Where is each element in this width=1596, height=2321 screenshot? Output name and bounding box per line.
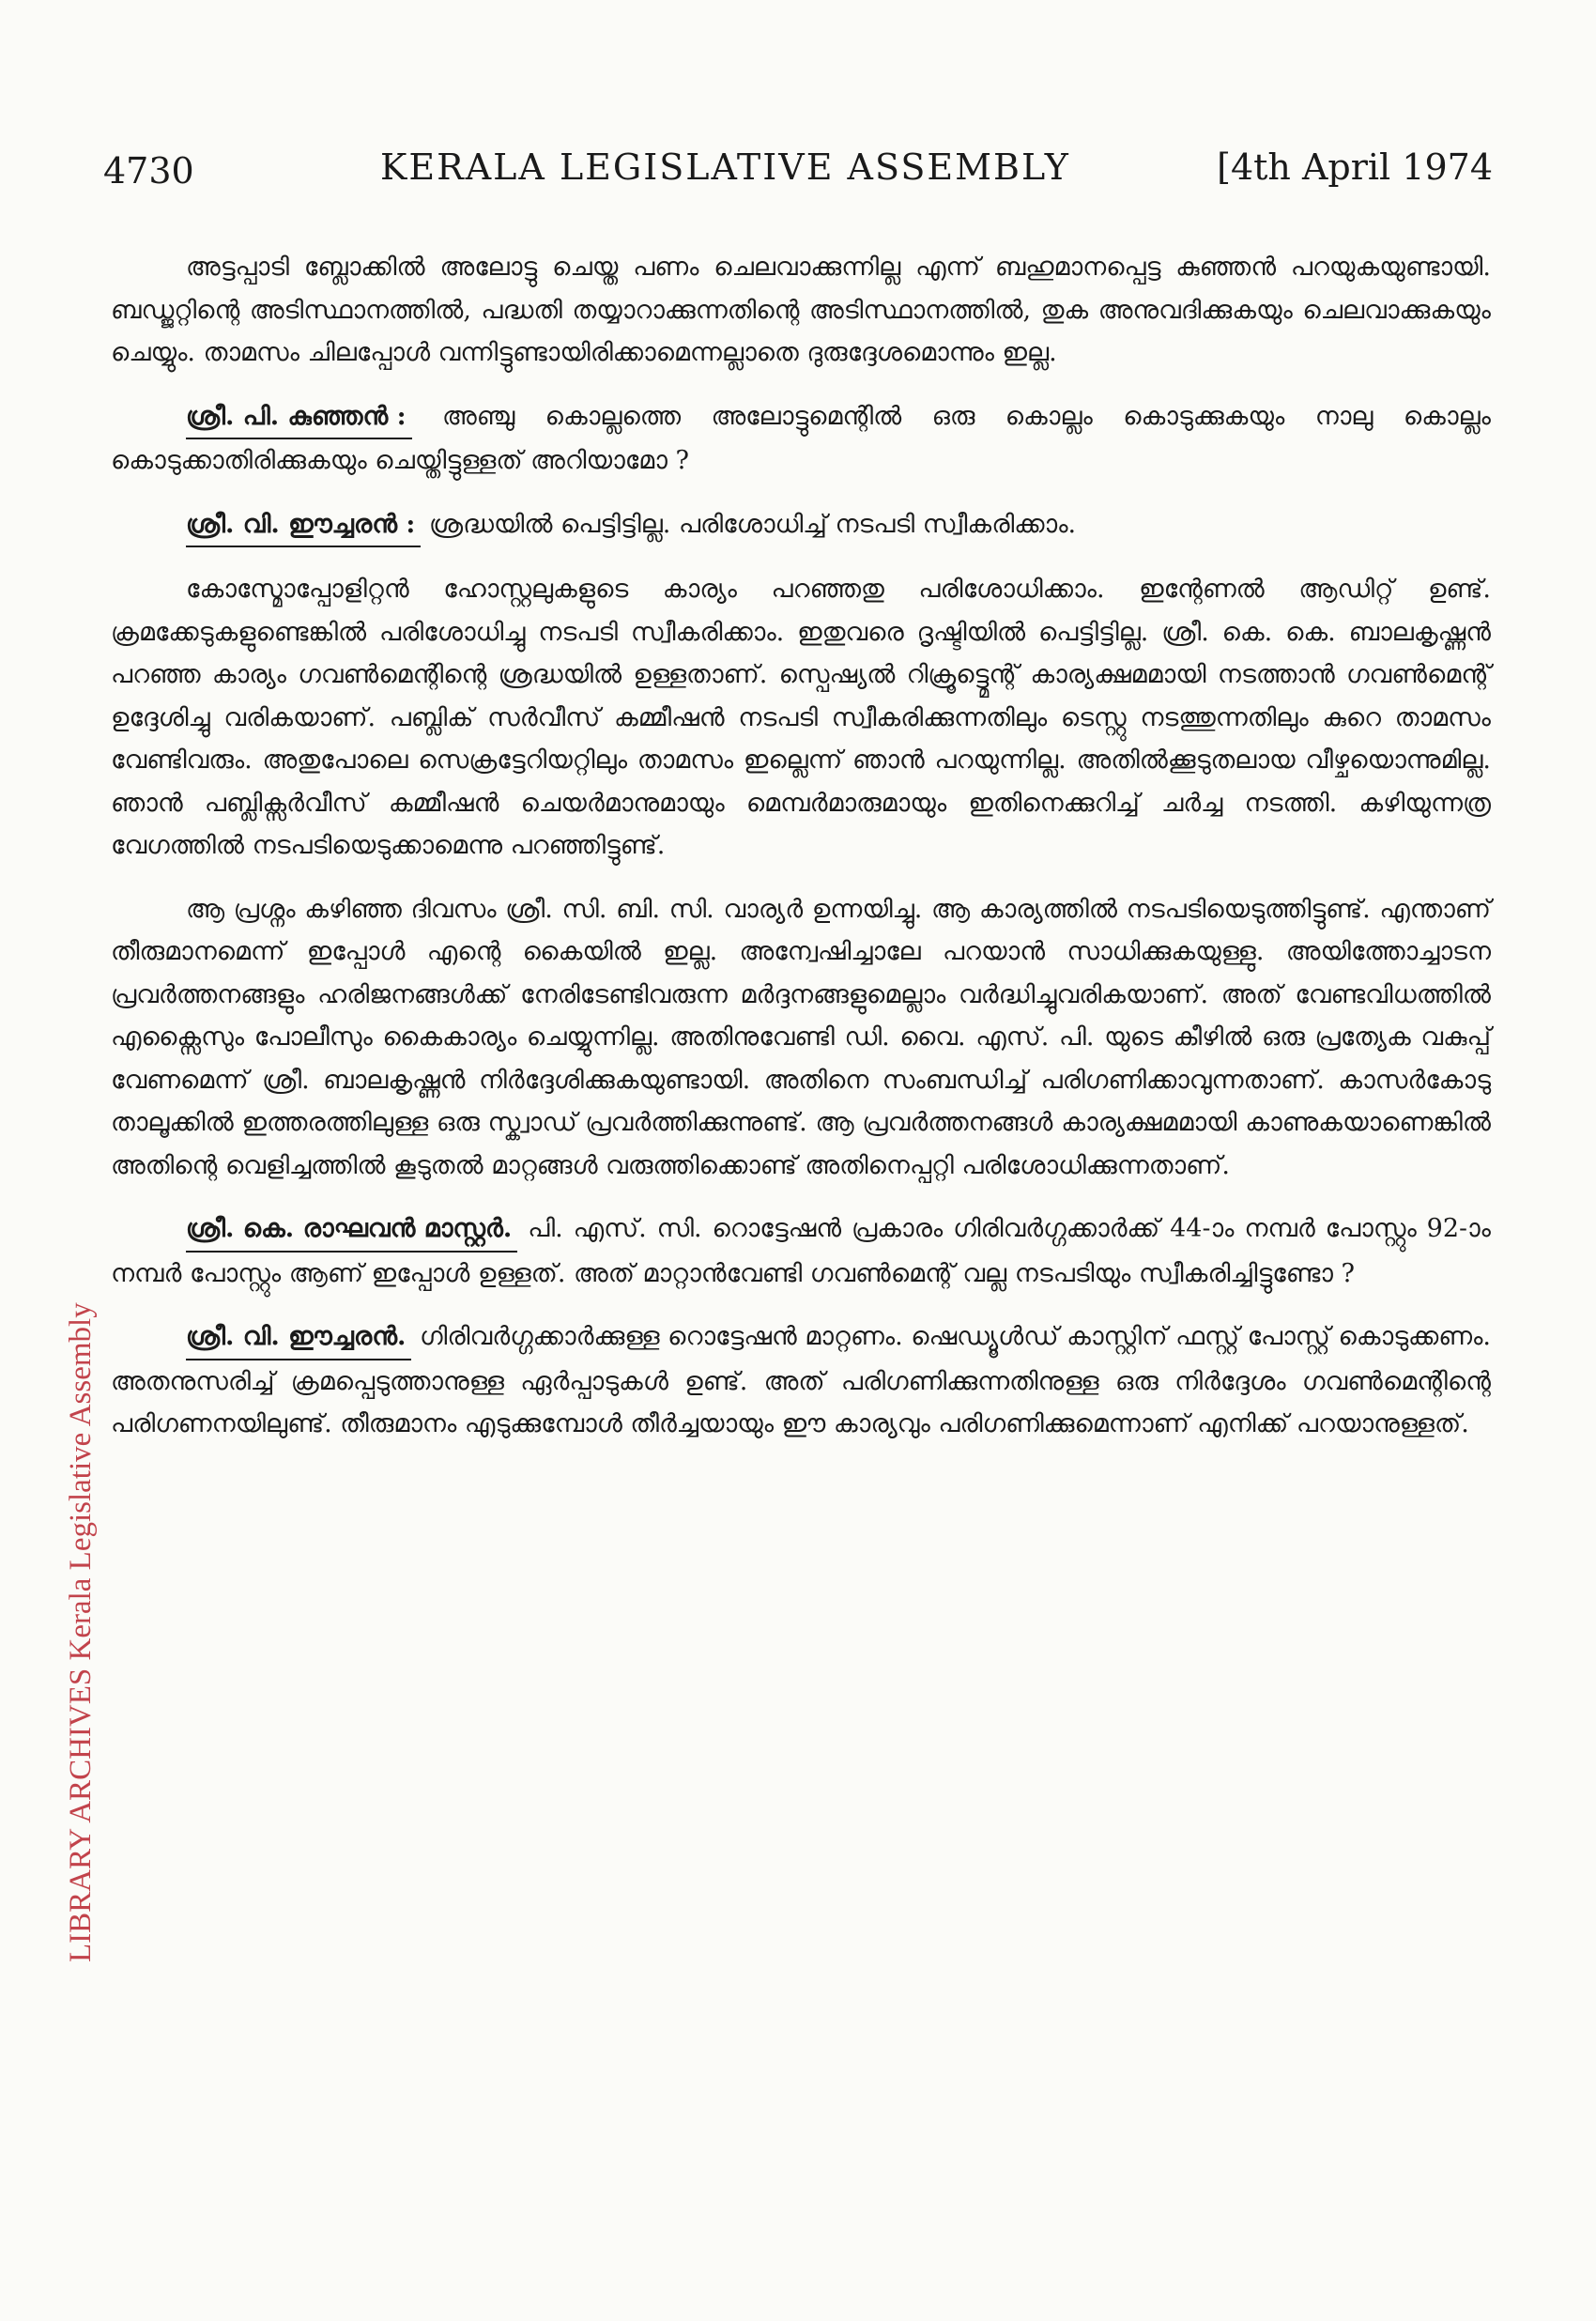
- speech-block: [111, 1207, 1491, 1295]
- page-date: [4th April 1974: [1217, 146, 1493, 188]
- speech-text: അഞ്ചു കൊല്ലത്തെ അലോട്ടുമെന്റിൽ ഒരു കൊല്ലം കൊടുക്കുകയും നാലു കൊല്ലം കൊടുക്കാതിരിക്കുകയും ചെയ്തിട്ടുള്ളത് അറിയാമോ ?: [111, 401, 1491, 475]
- paragraph-text: അട്ടപ്പാടി ബ്ലോക്കിൽ അലോട്ടു ചെയ്ത പണം ചെലവാക്കുന്നില്ല എന്ന് ബഹുമാനപ്പെട്ട കുഞ്ഞൻ പറയുകയുണ്ടായി. ബഡ്ജറ്റിന്റെ അടിസ്ഥാനത്തിൽ, പദ്ധതി തയ്യാറാക്കുന്നതിന്റെ അടിസ്ഥാനത്തിൽ, തുക അനുവദിക്കുകയും ചെലവാക്കുകയും ചെയ്യും. താമസം ചിലപ്പോൾ വന്നിട്ടുണ്ടായിരിക്കാമെന്നല്ലാതെ ദുരുദ്ദേശമൊന്നും ഇല്ല.: [111, 253, 1491, 367]
- document-body: [111, 246, 1491, 1467]
- speech-block: [111, 395, 1491, 483]
- speaker-name: ശ്രീ. വി. ഈച്ചരൻ :: [186, 503, 421, 548]
- speaker-name: ശ്രീ. കെ. രാഘവൻ മാസ്റ്റർ.: [186, 1207, 517, 1253]
- paragraph-text: ആ പ്രശ്നം കഴിഞ്ഞ ദിവസം ശ്രീ. സി. ബി. സി. വാര്യർ ഉന്നയിച്ചു. ആ കാര്യത്തിൽ നടപടിയെടുത്തിട്ടുണ്ട്. എന്താണ് തീരുമാനമെന്ന് ഇപ്പോൾ എന്റെ കൈയിൽ ഇല്ല. അന്വേഷിച്ചാലേ പറയാൻ സാധിക്കുകയുള്ളു. അയിത്തോച്ചാടന പ്രവർത്തനങ്ങളും ഹരിജനങ്ങൾക്ക് നേരിടേണ്ടിവരുന്ന മർദ്ദനങ്ങളുമെല്ലാം വർദ്ധിച്ചുവരികയാണ്. അത് വേണ്ടവിധത്തിൽ എക്സൈസും പോലീസും കൈകാര്യം ചെയ്യുന്നില്ല. അതിനുവേണ്ടി ഡി. വൈ. എസ്. പി. യുടെ കീഴിൽ ഒരു പ്രത്യേക വകുപ്പ് വേണമെന്ന് ശ്രീ. ബാലകൃഷ്ണൻ നിർദ്ദേശിക്കുകയുണ്ടായി. അതിനെ സംബന്ധിച്ച് പരിഗണിക്കാവുന്നതാണ്. കാസർകോടു താലൂക്കിൽ ഇത്തരത്തിലുള്ള ഒരു സ്ക്വാഡ് പ്രവർത്തിക്കുന്നുണ്ട്. ആ പ്രവർത്തനങ്ങൾ കാര്യക്ഷമമായി കാണുകയാണെങ്കിൽ അതിന്റെ വെളിച്ചത്തിൽ കൂടുതൽ മാറ്റങ്ങൾ വരുത്തിക്കൊണ്ട് അതിനെപ്പറ്റി പരിശോധിക്കുന്നതാണ്.: [111, 894, 1491, 1180]
- paragraph-text: കോസ്മോപ്പോളിറ്റൻ ഹോസ്റ്റലുകളുടെ കാര്യം പറഞ്ഞതു പരിശോധിക്കാം. ഇന്റേണൽ ആഡിറ്റ് ഉണ്ട്. ക്രമക്കേടുകളുണ്ടെങ്കിൽ പരിശോധിച്ചു നടപടി സ്വീകരിക്കാം. ഇതുവരെ ദൃഷ്ടിയിൽ പെട്ടിട്ടില്ല. ശ്രീ. കെ. കെ. ബാലകൃഷ്ണൻ പറഞ്ഞ കാര്യം ഗവൺമെന്റിന്റെ ശ്രദ്ധയിൽ ഉള്ളതാണ്. സ്പെഷ്യൽ റിക്രൂട്ട്മെന്റ് കാര്യക്ഷമമായി നടത്താൻ ഗവൺമെന്റ് ഉദ്ദേശിച്ചു വരികയാണ്. പബ്ലിക് സർവീസ് കമ്മീഷൻ നടപടി സ്വീകരിക്കുന്നതിലും ടെസ്റ്റു നടത്തുന്നതിലും കുറെ താമസം വേണ്ടിവരും. അതുപോലെ സെക്രട്ടേറിയറ്റിലും താമസം ഇല്ലെന്ന് ഞാൻ പറയുന്നില്ല. അതിൽക്കൂടുതലായ വീഴ്ചയൊന്നുമില്ല. ഞാൻ പബ്ലിക്സർവീസ് കമ്മീഷൻ ചെയർമാനുമായും മെമ്പർമാരുമായും ഇതിനെക്കുറിച്ച് ചർച്ച നടത്തി. കഴിയുന്നത്ര വേഗത്തിൽ നടപടിയെടുക്കാമെന്നു പറഞ്ഞിട്ടുണ്ട്.: [111, 575, 1491, 860]
- speech-text: ഗിരിവർഗ്ഗക്കാർക്കുള്ള റൊട്ടേഷൻ മാറ്റണം. ഷെഡ്യൂൾഡ് കാസ്റ്റിന് ഫസ്റ്റ് പോസ്റ്റ് കൊടുക്കണം. അതനുസരിച്ച് ക്രമപ്പെടുത്താനുള്ള ഏർപ്പാടുകൾ ഉണ്ട്. അത് പരിഗണിക്കുന്നതിനുള്ള ഒരു നിർദ്ദേശം ഗവൺമെന്റിന്റെ പരിഗണനയിലുണ്ട്. തീരുമാനം എടുക്കുമ്പോൾ തീർച്ചയായും ഈ കാര്യവും പരിഗണിക്കുമെന്നാണ് എനിക്ക് പറയാനുള്ളത്.: [111, 1322, 1491, 1438]
- speech-block: [111, 1315, 1491, 1446]
- speaker-name: ശ്രീ. പി. കുഞ്ഞൻ :: [186, 395, 412, 440]
- page-header: [103, 146, 1493, 207]
- speech-text: ശ്രദ്ധയിൽ പെട്ടിട്ടില്ല. പരിശോധിച്ച് നടപടി സ്വീകരിക്കാം.: [429, 509, 1077, 539]
- paragraph: [111, 888, 1491, 1188]
- speech-block: [111, 503, 1491, 548]
- page-number: 4730: [103, 150, 194, 192]
- speaker-name: ശ്രീ. വി. ഈച്ചരൻ.: [186, 1315, 411, 1360]
- paragraph: [111, 246, 1491, 375]
- archive-stamp: LIBRARY ARCHIVES Kerala Legislative Assembly: [64, 1302, 98, 1962]
- page-title: KERALA LEGISLATIVE ASSEMBLY: [380, 146, 1070, 188]
- speech-text: പി. എസ്. സി. റൊട്ടേഷൻ പ്രകാരം ഗിരിവർഗ്ഗക്കാർക്ക് 44-ാം നമ്പർ പോസ്റ്റും 92-ാം നമ്പർ പോസ്റ്റും ആണ് ഇപ്പോൾ ഉള്ളത്. അത് മാറ്റാൻവേണ്ടി ഗവൺമെന്റ് വല്ല നടപടിയും സ്വീകരിച്ചിട്ടുണ്ടോ ?: [111, 1214, 1491, 1288]
- paragraph: [111, 568, 1491, 868]
